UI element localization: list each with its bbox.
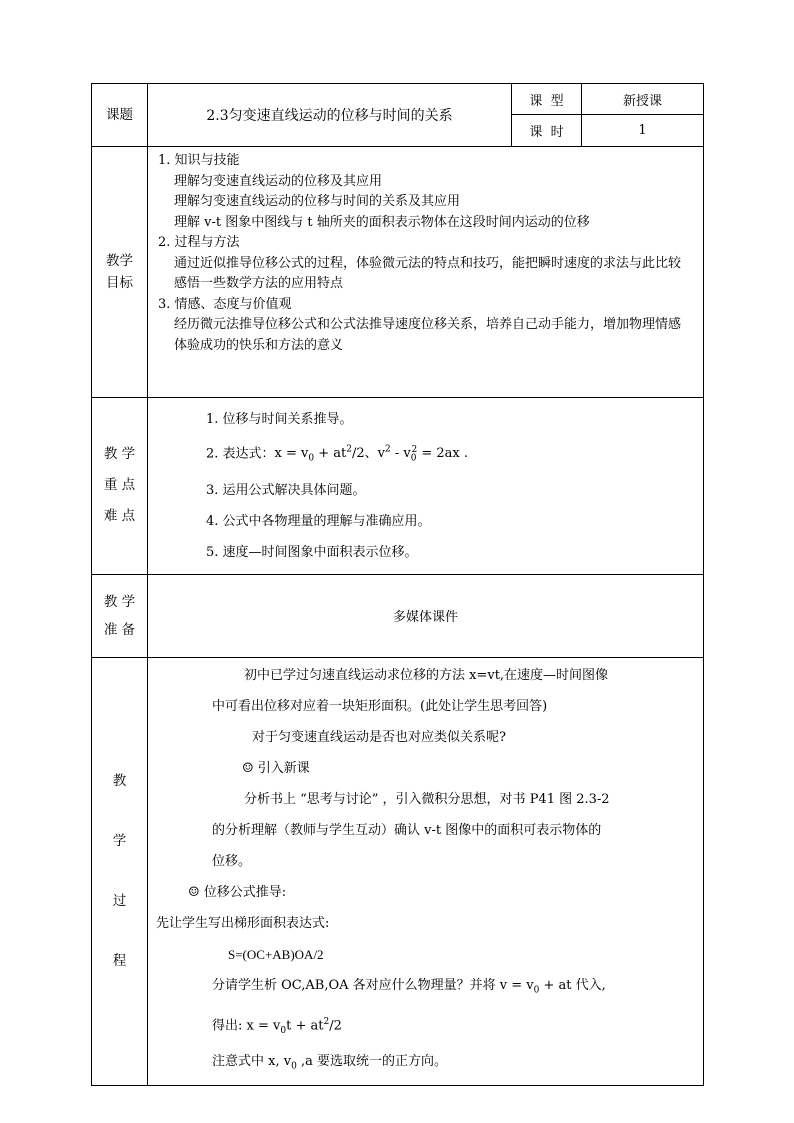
- process-paragraph: 得出: $x = v_0t + at^2/2$: [212, 1016, 342, 1036]
- process-label-char: 过: [112, 893, 127, 910]
- process-paragraph: 的分析理解（教师与学生互动）确认 v-t 图像中的面积可表示物体的: [212, 822, 602, 838]
- key-points-content: [148, 398, 704, 575]
- objectives-label-line1: 教学: [106, 253, 133, 269]
- preparation-value: 多媒体课件: [148, 574, 704, 657]
- objective-item: 理解匀变速直线运动的位移与时间的关系及其应用: [174, 194, 461, 209]
- process-bullet: ☺ 位移公式推导:: [188, 884, 287, 900]
- process-paragraph: 中可看出位移对应着一块矩形面积。(此处让学生思考回答): [212, 698, 548, 714]
- process-paragraph: 分析书上 “思考与讨论” ，引入微积分思想，对书 P41 图 2.3-2: [244, 791, 610, 807]
- process-label-char: 教: [112, 773, 127, 790]
- objective-heading: 1. 知识与技能: [158, 153, 240, 168]
- process-content: [148, 657, 704, 1085]
- formula: $x = v_0 + at^2/2$、$v^2 - v_0^2 = 2ax$ .: [274, 445, 468, 464]
- preparation-label: [92, 574, 148, 657]
- process-label: [92, 657, 148, 1085]
- preparation-label-line1: 教 学: [103, 593, 136, 610]
- objective-item: 理解 v-t 图象中图线与 t 轴所夹的面积表示物体在这段时间内运动的位移: [174, 214, 590, 230]
- topic-label: 课题: [92, 84, 148, 147]
- key-point-item: [206, 435, 699, 475]
- key-point-item: 1. 位移与时间关系推导。: [206, 412, 353, 427]
- process-label-char: 程: [112, 953, 127, 970]
- objective-item: 经历微元法推导位移公式和公式法推导速度位移关系，培养自己动手能力，增加物理情感: [174, 317, 682, 332]
- process-label-char: 学: [112, 833, 127, 850]
- preparation-label-line2: 准 备: [103, 621, 136, 638]
- objective-heading: 3. 情感、态度与价值观: [158, 296, 292, 312]
- process-paragraph: 位移。: [212, 853, 252, 869]
- objective-item: 体验成功的快乐和方法的意义: [174, 337, 344, 353]
- key-point-item: 5. 速度—时间图象中面积表示位移。: [206, 544, 418, 560]
- type-value: 新授课: [582, 84, 704, 115]
- objectives-label-line2: 目标: [106, 275, 133, 291]
- objective-item: 感悟一些数学方法的应用特点: [174, 276, 344, 291]
- process-paragraph: 初中已学过匀速直线运动求位移的方法 x=vt,在速度—时间图像: [244, 667, 609, 683]
- process-paragraph: 先让学生写出梯形面积表达式:: [156, 915, 330, 931]
- key-points-label-line2: 重 点: [103, 477, 136, 494]
- process-paragraph: 分请学生析 OC,AB,OA 各对应什么物理量？并将 $v = v_0$ + at 代入,: [212, 977, 606, 996]
- key-points-label-line1: 教 学: [103, 446, 136, 463]
- objectives-content: [148, 147, 704, 398]
- process-bullet: ☺ 引入新课: [242, 760, 310, 776]
- key-points-label-line3: 难 点: [103, 508, 136, 525]
- key-point-item: 3. 运用公式解决具体问题。: [206, 482, 366, 498]
- process-formula: S=(OC+AB)OA/2: [228, 946, 324, 962]
- process-paragraph: 对于匀变速直线运动是否也对应类似关系呢?: [252, 729, 506, 745]
- objective-item: 理解匀变速直线运动的位移及其应用: [174, 173, 383, 189]
- topic-title: 2.3匀变速直线运动的位移与时间的关系: [148, 84, 512, 147]
- objective-heading: 2. 过程与方法: [158, 235, 240, 250]
- type-label: 课 型: [512, 84, 582, 115]
- hours-label: 课 时: [512, 115, 582, 147]
- process-paragraph: 注意式中 x, $v_0$ ,a 要选取统一的正方向。: [212, 1054, 447, 1073]
- key-points-label: [92, 398, 148, 575]
- objective-item: 通过近似推导位移公式的过程，体验微元法的特点和技巧，能把瞬时速度的求法与此比较: [174, 255, 682, 271]
- key-point-item: 4. 公式中各物理量的理解与准确应用。: [206, 513, 431, 529]
- lesson-plan-table: [91, 83, 704, 1086]
- objectives-label: [92, 147, 148, 398]
- key-point-prefix: 2. 表达式：: [206, 446, 275, 462]
- hours-value: 1: [582, 115, 704, 147]
